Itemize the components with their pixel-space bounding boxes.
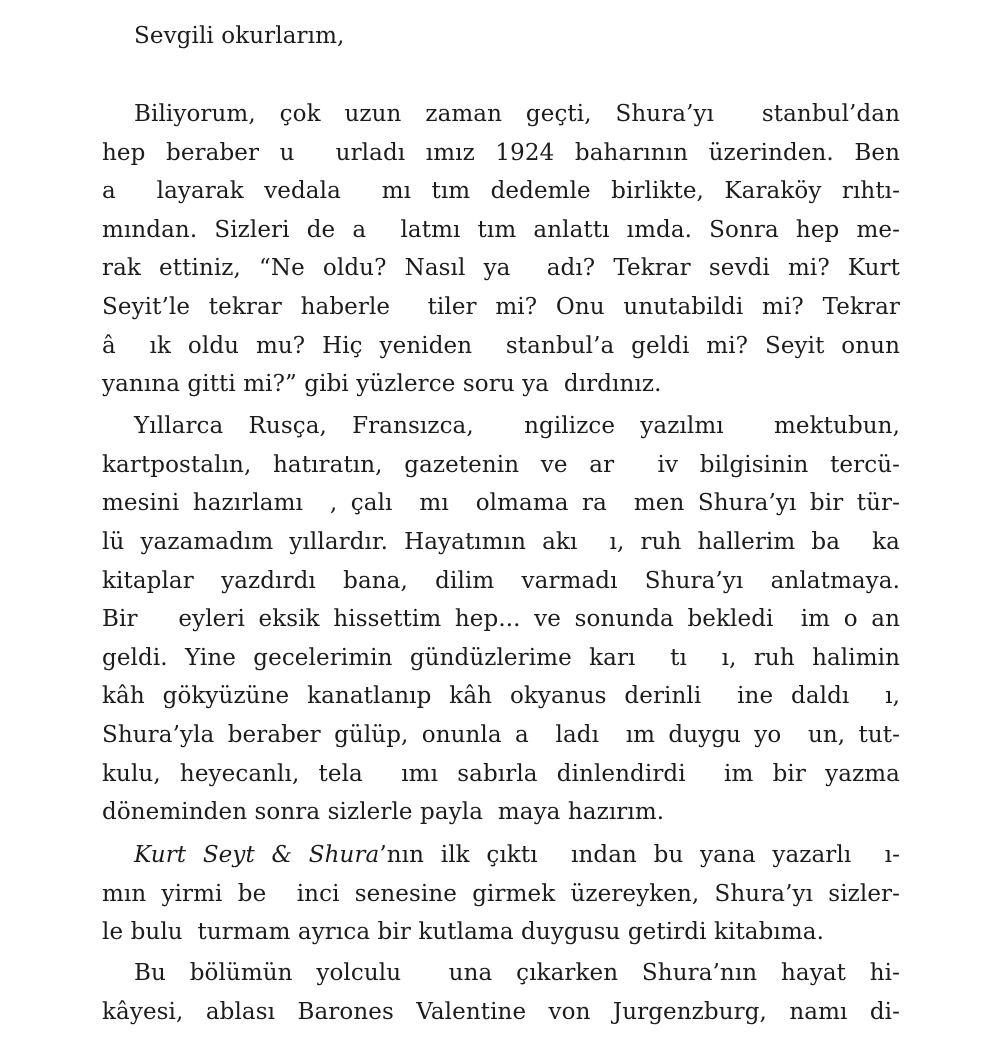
paragraph-1-line-4: mından. Sizleri de a latmı tım anlattı ımda. Sonra hep me- [102, 217, 900, 243]
paragraph-2-line-6: Bir eyleri eksik hissettim hep... ve sonunda bekledi im o an [102, 606, 900, 632]
paragraph-2-line-11: döneminden sonra sizlerle payla maya hazırım. [102, 799, 665, 825]
paragraph-1-line-1: Biliyorum, çok uzun zaman geçti, Shura’yı stanbul’dan [134, 101, 900, 127]
paragraph-4-line-1: Bu bölümün yolculu una çıkarken Shura’nın hayat hi- [134, 960, 900, 986]
paragraph-1-line-2: hep beraber u urladı ımız 1924 baharının üzerinden. Ben [102, 140, 900, 166]
paragraph-2-line-4: lü yazamadım yıllardır. Hayatımın akı ı, ruh hallerim ba ka [102, 529, 900, 555]
paragraph-2-line-7: geldi. Yine gecelerimin gündüzlerime karı tı ı, ruh halimin [102, 645, 900, 671]
paragraph-2-line-8: kâh gökyüzüne kanatlanıp kâh okyanus derinli ine daldı ı, [102, 683, 900, 709]
paragraph-2-line-1: Yıllarca Rusça, Fransızca, ngilizce yazılmı mektubun, [134, 413, 900, 439]
paragraph-1-line-5: rak ettiniz, “Ne oldu? Nasıl ya adı? Tekrar sevdi mi? Kurt [102, 255, 900, 281]
paragraph-2-line-9: Shura’yla beraber gülüp, onunla a ladı ım duygu yo un, tut- [102, 722, 900, 748]
paragraph-2-line-10: kulu, heyecanlı, tela ımı sabırla dinlendirdi im bir yazma [102, 761, 900, 787]
paragraph-1-line-8: yanına gitti mi?” gibi yüzlerce soru ya dırdınız. [102, 371, 662, 397]
paragraph-2-line-5: kitaplar yazdırdı bana, dilim varmadı Shura’yı anlatmaya. [102, 568, 900, 594]
paragraph-3-line-1-rest: ’nın ilk çıktı ından bu yana yazarlı ı- [379, 842, 901, 868]
paragraph-3-line-3: le bulu turmam ayrıca bir kutlama duygusu getirdi kitabıma. [102, 919, 825, 945]
paragraph-2-line-3: mesini hazırlamı , çalı mı olmama ra men Shura’yı bir tür- [102, 490, 900, 516]
paragraph-2-line-2: kartpostalın, hatıratın, gazetenin ve ar iv bilgisinin tercü- [102, 452, 900, 478]
paragraph-1-line-7: â ık oldu mu? Hiç yeniden stanbul’a geldi mi? Seyit onun [102, 333, 900, 359]
paragraph-1-line-3: a layarak vedala mı tım dedemle birlikte, Karaköy rıhtı- [102, 178, 900, 204]
greeting-line: Sevgili okurlarım, [134, 23, 345, 49]
paragraph-1-line-6: Seyit’le tekrar haberle tiler mi? Onu unutabildi mi? Tekrar [102, 294, 900, 320]
paragraph-3-line-2: mın yirmi be inci senesine girmek üzereyken, Shura’yı sizler- [102, 881, 900, 907]
paragraph-3-line-1 [134, 840, 900, 870]
book-title: Kurt Seyt & Shura [134, 842, 380, 868]
paragraph-4-line-2: kâyesi, ablası Barones Valentine von Jurgenzburg, namı di- [102, 999, 900, 1025]
